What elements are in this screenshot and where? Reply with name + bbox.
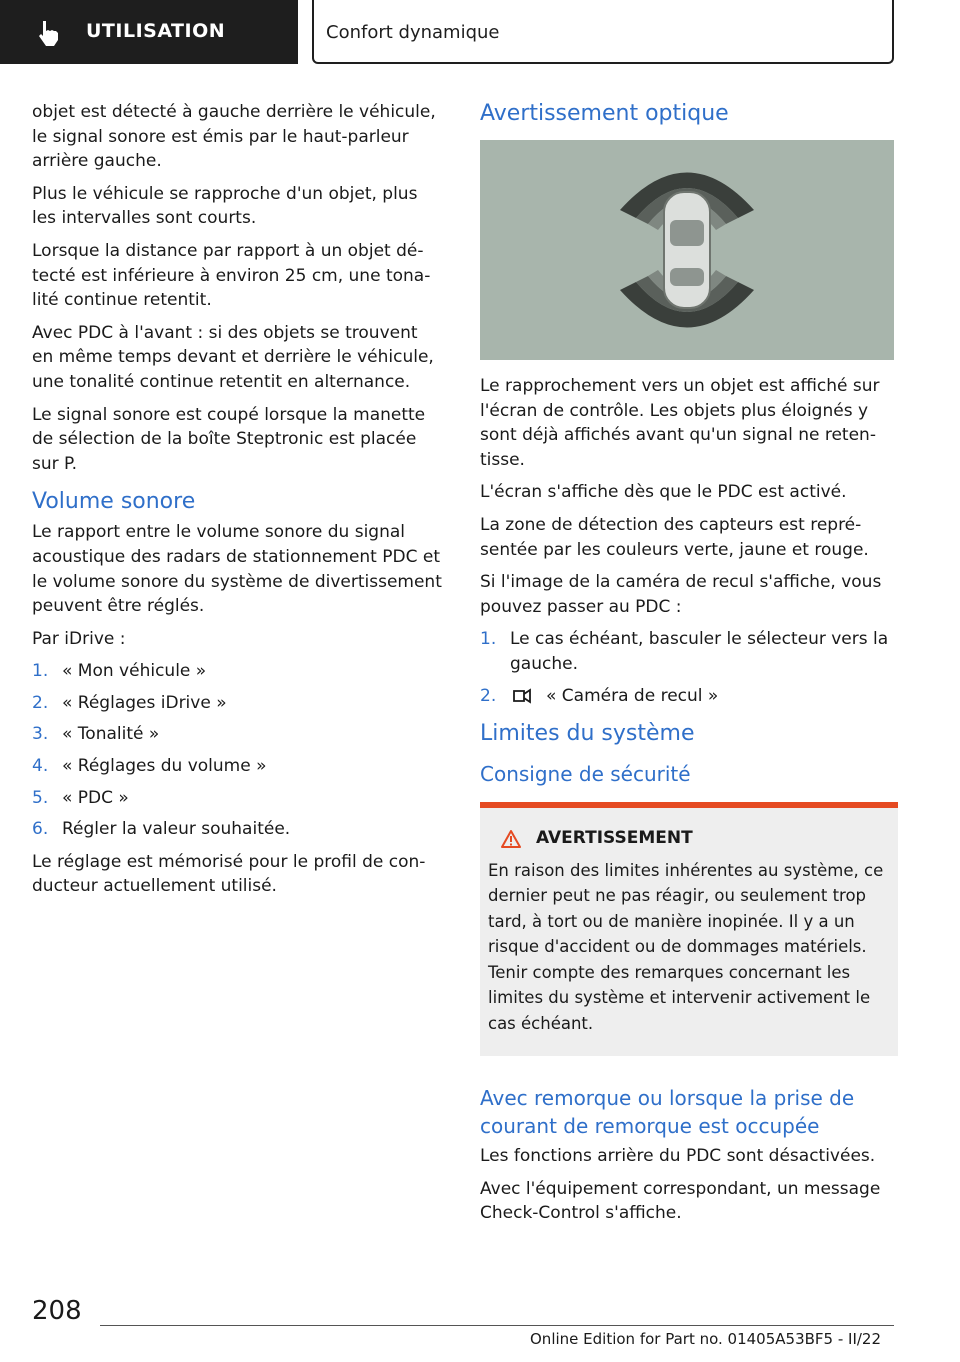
paragraph: Par iDrive : — [32, 628, 126, 649]
warning-box — [480, 802, 898, 1056]
paragraph: La zone de détection des capteurs est représentée par les couleurs verte, jaune et rouge. — [480, 514, 869, 560]
section-tab — [0, 0, 298, 64]
list-item: 2. « Réglages iDrive » — [32, 692, 227, 713]
list-item: 1. « Mon véhicule » — [32, 661, 207, 682]
heading-avec-remorque: Avec remorque ou lorsque la prise de courant de remorque est occupée — [480, 1086, 855, 1139]
list-item: 1. Le cas échéant, basculer le sélecteur vers la gauche. — [480, 629, 889, 674]
paragraph: Les fonctions arrière du PDC sont désactivées. — [480, 1146, 876, 1167]
paragraph: objet est détecté à gauche derrière le véhicule, le signal sonore est émis par le haut-parleur arrière gauche. — [32, 102, 436, 172]
warning-text: En raison des limites inhérentes au système, ce dernier peut ne pas réagir, ou seulement trop tard, à tort ou de manière inopinée. Il y a un risque d'accident ou de dommages matériels. Tenir compte des remarques concernant les limites du système et intervenir activement le cas échéant. — [488, 860, 884, 1033]
list-item: 2. « Caméra de recul » — [480, 685, 719, 706]
warning-title: AVERTISSEMENT — [488, 826, 888, 852]
heading-volume-sonore: Volume sonore — [32, 489, 196, 515]
pdc-car-graphic — [480, 140, 894, 360]
left-column — [32, 100, 444, 907]
edition-note: Online Edition for Part no. 01405A53BF5 - II/22 — [530, 1330, 882, 1348]
rear-camera-icon — [510, 687, 536, 705]
heading-avertissement-optique: Avertissement optique — [480, 101, 729, 126]
paragraph: Le rapprochement vers un objet est affiché sur l'écran de contrôle. Les objets plus éloignés y sont déjà affichés avant qu'un signal ne retentisse. — [480, 376, 880, 470]
list-item: 6. Régler la valeur souhaitée. — [32, 819, 291, 840]
right-column — [480, 100, 898, 1234]
paragraph: Le rapport entre le volume sonore du signal acoustique des radars de stationnement PDC et le volume sonore du système de divertissement peuvent être réglés. — [32, 522, 442, 617]
paragraph: Le réglage est mémorisé pour le profil de conducteur actuellement utilisé. — [32, 851, 426, 897]
paragraph: Avec l'équipement correspondant, un message Check-Control s'affiche. — [480, 1178, 881, 1224]
paragraph: Plus le véhicule se rapproche d'un objet, plus les intervalles sont courts. — [32, 183, 418, 229]
page-number: 208 — [32, 1296, 82, 1326]
paragraph: Si l'image de la caméra de recul s'affiche, vous pouvez passer au PDC : — [480, 572, 882, 617]
camera-steps-list — [480, 627, 898, 708]
heading-limites-du-systeme: Limites du système — [480, 721, 695, 747]
footer-divider — [100, 1325, 894, 1326]
pdc-display-illustration — [480, 140, 894, 360]
warning-triangle-icon — [500, 829, 522, 849]
chapter-tab — [312, 0, 894, 64]
hand-pointer-icon — [34, 18, 64, 48]
chapter-title: Confort dynamique — [326, 22, 500, 43]
list-item: 5. « PDC » — [32, 787, 129, 808]
paragraph: Avec PDC à l'avant : si des objets se trouvent en même temps devant et derrière le véhicule, une tonalité continue retentit en alternance. — [32, 322, 434, 392]
heading-consigne-de-securite: Consigne de sécurité — [480, 762, 691, 787]
list-item: 4. « Réglages du volume » — [32, 756, 267, 777]
paragraph: L'écran s'affiche dès que le PDC est activé. — [480, 482, 847, 503]
section-title: UTILISATION — [86, 20, 226, 42]
list-item: 3. « Tonalité » — [32, 724, 160, 745]
paragraph: Lorsque la distance par rapport à un objet détecté est inférieure à environ 25 cm, une tonalité continue retentit. — [32, 240, 431, 311]
paragraph: Le signal sonore est coupé lorsque la manette de sélection de la boîte Steptronic est placée sur P. — [32, 404, 426, 474]
idrive-steps-list — [32, 659, 444, 842]
